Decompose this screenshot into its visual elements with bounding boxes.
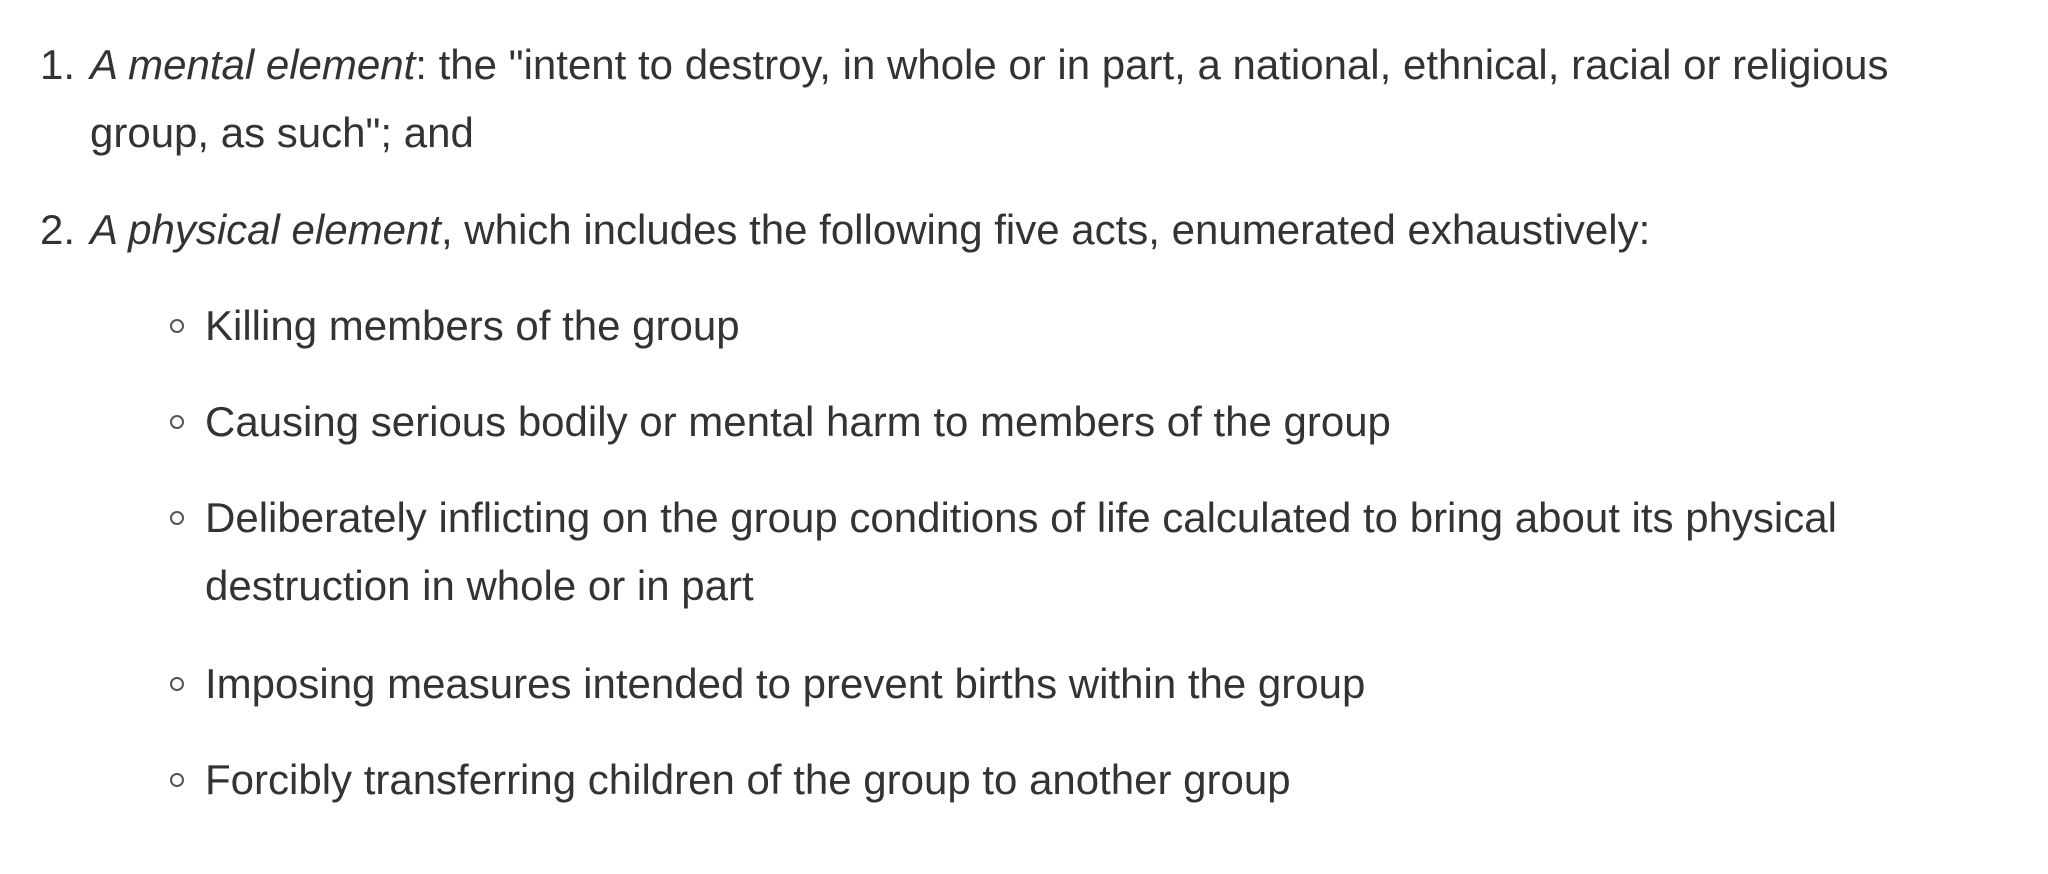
item-text: , which includes the following five acts, enumerated exhaustively: bbox=[440, 206, 1651, 253]
list-item-line bbox=[90, 31, 1889, 99]
list-item-line bbox=[90, 196, 1650, 264]
list-item-line-continued: group, as such"; and bbox=[90, 109, 474, 156]
sub-list-item bbox=[0, 650, 2048, 720]
sub-item-text-continued: destruction in whole or in part bbox=[205, 562, 754, 609]
list-number: 1. bbox=[40, 41, 76, 88]
hollow-bullet-icon bbox=[170, 319, 184, 333]
hollow-bullet-icon bbox=[170, 773, 184, 787]
sub-list-item bbox=[0, 388, 2048, 458]
sub-list-item bbox=[0, 292, 2048, 362]
sub-list-item bbox=[0, 746, 2048, 816]
term-physical-element: A physical element bbox=[90, 206, 441, 253]
sub-list-item bbox=[0, 484, 2048, 624]
sub-item-text: Killing members of the group bbox=[205, 302, 740, 349]
list-item-2 bbox=[0, 196, 2048, 266]
sub-item-text: Deliberately inflicting on the group conditions of life calculated to bring about its physical bbox=[205, 494, 1837, 541]
sub-item-text: Causing serious bodily or mental harm to members of the group bbox=[205, 398, 1391, 445]
hollow-bullet-icon bbox=[170, 415, 184, 429]
hollow-bullet-icon bbox=[170, 677, 184, 691]
sub-item-text: Imposing measures intended to prevent births within the group bbox=[205, 660, 1366, 707]
sub-item-text: Forcibly transferring children of the group to another group bbox=[205, 756, 1291, 803]
item-text: : the "intent to destroy, in whole or in part, a national, ethnical, racial or religious bbox=[415, 41, 1889, 88]
term-mental-element: A mental element bbox=[90, 41, 416, 88]
hollow-bullet-icon bbox=[170, 511, 184, 525]
list-number: 2. bbox=[40, 206, 76, 253]
list-item-1 bbox=[0, 31, 2048, 171]
